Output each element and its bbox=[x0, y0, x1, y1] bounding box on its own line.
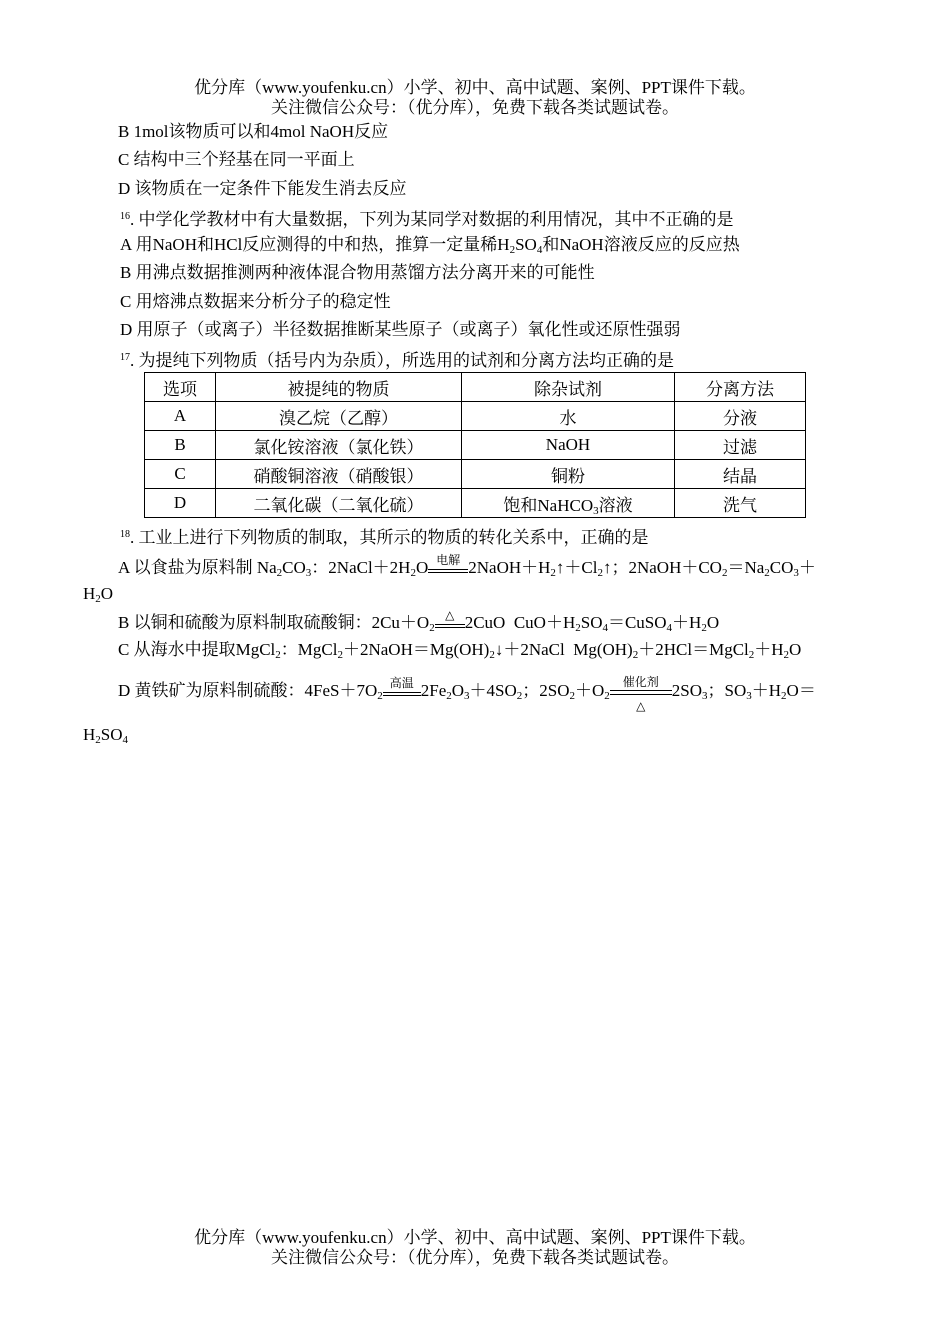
table-header-cell: 除杂试剂 bbox=[462, 373, 675, 402]
q18-option-d: D 黄铁矿为原料制硫酸：$4FeS+7O_2$ 高温 $2Fe_2O_3+4SO_2$；$2SO_2+O_2$ 催化剂 △ $2SO_3$；$SO_3+H_2O=$ bbox=[118, 675, 816, 713]
q16-option-a bbox=[120, 234, 740, 256]
table-cell bbox=[462, 489, 675, 518]
q18-stem bbox=[120, 524, 649, 549]
header-line-1: 优分库（www.youfenku.cn）小学、初中、高中试题、案例、PPT课件下载。 bbox=[194, 78, 756, 97]
q17-stem-text: . 为提纯下列物质（括号内为杂质），所选用的试剂和分离方法均正确的是 bbox=[130, 351, 674, 370]
table-cell: 过滤 bbox=[675, 431, 806, 460]
q16-option-b: B 用沸点数据推测两种液体混合物用蒸馏方法分离开来的可能性 bbox=[120, 263, 595, 282]
table-cell: 铜粉 bbox=[462, 460, 675, 489]
footer-line-2: 关注微信公众号：（优分库），免费下载各类试题试卷。 bbox=[271, 1248, 679, 1267]
reagent-text: 溶液 bbox=[598, 495, 633, 515]
q18-option-c: C 从海水中提取MgCl$_2$：$MgCl_2+2NaOH=Mg(OH)_2↓+2NaCl$ $Mg(OH)_2+2HCl=MgCl_2+H_2O$ bbox=[118, 640, 802, 661]
table-cell: 氯化铵溶液（氯化铁） bbox=[216, 431, 462, 460]
catalyst-label: 催化剂 bbox=[622, 675, 659, 689]
table-cell: 洗气 bbox=[675, 489, 806, 518]
table-cell: NaOH bbox=[462, 431, 675, 460]
table-cell: 分液 bbox=[675, 402, 806, 431]
footer-line-1: 优分库（www.youfenku.cn）小学、初中、高中试题、案例、PPT课件下载。 bbox=[194, 1228, 756, 1247]
table-row bbox=[145, 460, 806, 489]
table-row bbox=[145, 402, 806, 431]
electrolysis-condition bbox=[428, 553, 468, 573]
q16-option-d: D 用原子（或离子）半径数据推断某些原子（或离子）氧化性或还原性强弱 bbox=[120, 320, 681, 339]
table-cell: D bbox=[145, 489, 216, 518]
q18-option-d-cont: $H_2SO_4$ bbox=[83, 725, 129, 746]
q15-option-c: C 结构中三个羟基在同一平面上 bbox=[118, 150, 355, 169]
q16-a-sub-2: 4 bbox=[536, 244, 543, 256]
table-row bbox=[145, 431, 806, 460]
table-header-row bbox=[145, 373, 806, 402]
catalyst-condition bbox=[610, 675, 672, 713]
q18-stem-text: . 工业上进行下列物质的制取，其所示的物质的转化关系中，正确的是 bbox=[130, 528, 649, 547]
high-temp-label: 高温 bbox=[389, 676, 414, 690]
q16-a-text-1: A 用NaOH和HCl反应测得的中和热，推算一定量稀H bbox=[120, 235, 510, 254]
header-line-2: 关注微信公众号：（优分库），免费下载各类试题试卷。 bbox=[271, 98, 679, 117]
q18-c-label: C 从海水中提取MgCl bbox=[118, 640, 276, 659]
electrolysis-label: 电解 bbox=[436, 553, 461, 567]
q16-stem bbox=[120, 206, 734, 231]
table-cell: 结晶 bbox=[675, 460, 806, 489]
table-cell: A bbox=[145, 402, 216, 431]
q18-a-label: A 以食盐为原料制 Na bbox=[118, 558, 277, 577]
table-cell: 二氧化碳（二氧化硫） bbox=[216, 489, 462, 518]
heat-label: △ bbox=[445, 608, 455, 622]
q18-option-b: B 以铜和硫酸为原料制取硫酸铜：$2Cu+O_2$ △ 2CuO $CuO+H_2SO_4=CuSO_4+H_2O$ bbox=[118, 608, 720, 634]
table-cell: B bbox=[145, 431, 216, 460]
q15-option-b: B 1mol该物质可以和4mol NaOH反应 bbox=[118, 122, 389, 141]
q17-number: 17 bbox=[120, 352, 130, 363]
q16-option-c: C 用熔沸点数据来分析分子的稳定性 bbox=[120, 292, 391, 311]
q15-option-d: D 该物质在一定条件下能发生消去反应 bbox=[118, 179, 407, 198]
catalyst-heat-label: △ bbox=[636, 699, 646, 713]
q18-option-a-cont: $H_2O$ bbox=[83, 584, 114, 605]
table-header-cell: 被提纯的物质 bbox=[216, 373, 462, 402]
q18-d-label: D 黄铁矿为原料制硫酸：4FeS＋7O bbox=[118, 681, 378, 700]
q16-a-text-2: SO bbox=[515, 235, 537, 254]
table-cell: C bbox=[145, 460, 216, 489]
table-row bbox=[145, 489, 806, 518]
q17-stem bbox=[120, 347, 674, 372]
q17-table bbox=[144, 372, 806, 518]
q16-number: 16 bbox=[120, 211, 130, 222]
high-temp-condition bbox=[383, 676, 421, 696]
reagent-sub: 3 bbox=[593, 504, 599, 517]
table-cell: 水 bbox=[462, 402, 675, 431]
table-cell: 硝酸铜溶液（硝酸银） bbox=[216, 460, 462, 489]
q16-stem-text: . 中学化学教材中有大量数据，下列为某同学对数据的利用情况，其中不正确的是 bbox=[130, 210, 734, 229]
q16-a-sub-1: 2 bbox=[509, 244, 516, 256]
q16-a-text-3: 和NaOH溶液反应的反应热 bbox=[542, 235, 740, 254]
table-header-cell: 分离方法 bbox=[675, 373, 806, 402]
q18-b-label: B 以铜和硫酸为原料制取硫酸铜：2Cu＋O bbox=[118, 613, 430, 632]
table-header-cell: 选项 bbox=[145, 373, 216, 402]
q18-option-a: A 以食盐为原料制 $Na_2CO_3$：$2NaCl+2H_2O$ 电解 $2NaOH+H_2↑+Cl_2↑$；$2NaOH+CO_2=Na_2CO_3+$ bbox=[118, 553, 816, 579]
reagent-text: 饱和NaHCO bbox=[503, 495, 594, 515]
table-cell: 溴乙烷（乙醇） bbox=[216, 402, 462, 431]
heat-condition bbox=[435, 608, 465, 628]
q18-number: 18 bbox=[120, 529, 130, 540]
